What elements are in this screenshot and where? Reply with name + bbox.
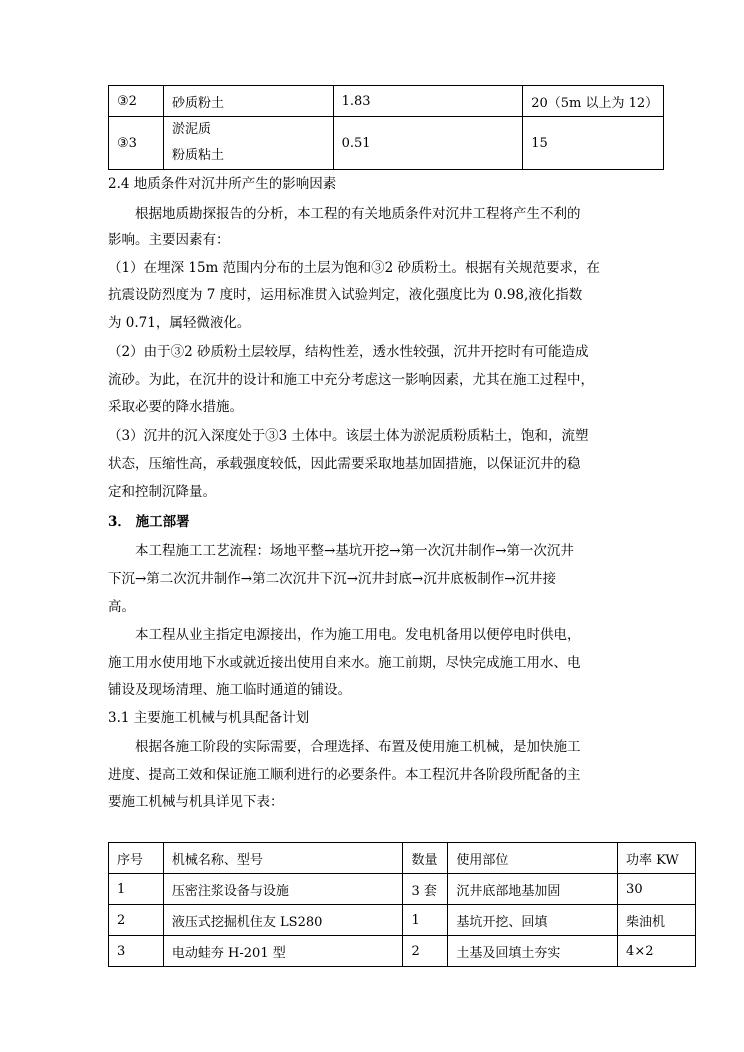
paragraph-line: 下沉→第二次沉井制作→第二次沉井下沉→沉井封底→沉井底板制作→沉井接: [108, 571, 557, 587]
table-cell: 基坑开挖、回填: [448, 905, 618, 936]
soil-id: ③2: [109, 86, 164, 117]
table-cell: 3: [109, 936, 164, 967]
table-row: [109, 117, 664, 170]
table-cell: 1: [109, 874, 164, 905]
soil-id: ③3: [109, 117, 164, 170]
paragraph-line: 铺设及现场清理、施工临时通道的铺设。: [108, 682, 351, 698]
paragraph-line: 进度、提高工效和保证施工顺利进行的必要条件。本工程沉井各阶段所配备的主: [108, 767, 581, 783]
table-cell: 柴油机: [618, 905, 696, 936]
soil-table: [108, 85, 664, 170]
section-heading: 3． 施工部署: [108, 514, 190, 530]
table-cell: 液压式挖掘机住友 LS280: [163, 905, 403, 936]
soil-value: 1.83: [333, 86, 523, 117]
section-heading: 2.4 地质条件对沉井所产生的影响因素: [108, 176, 337, 192]
soil-name-line: 淤泥质: [171, 122, 211, 137]
column-header: 功率 KW: [618, 843, 696, 874]
paragraph-line: 根据地质勘探报告的分析，本工程的有关地质条件对沉井工程将产生不利的: [135, 206, 581, 222]
column-header: 使用部位: [448, 843, 618, 874]
paragraph-line: 根据各施工阶段的实际需要，合理选择、布置及使用施工机械，是加快施工: [135, 739, 581, 755]
soil-note: 15: [523, 117, 664, 170]
paragraph-line: 抗震设防烈度为 7 度时，运用标准贯入试验判定，液化强度比为 0.98,液化指数: [108, 287, 583, 303]
soil-name: [163, 117, 333, 170]
paragraph-line: （2）由于③2 砂质粉土层较厚，结构性差，透水性较强，沉井开挖时有可能造成: [108, 344, 589, 360]
soil-note: 20（5m 以上为 12）: [523, 86, 664, 117]
table-cell: 2: [403, 936, 448, 967]
table-row: [109, 905, 696, 936]
table-cell: 30: [618, 874, 696, 905]
column-header: 机械名称、型号: [163, 843, 403, 874]
table-cell: 4×2: [618, 936, 696, 967]
soil-name: 砂质粉土: [163, 86, 333, 117]
paragraph-line: 状态，压缩性高，承载强度较低，因此需要采取地基加固措施，以保证沉井的稳: [108, 456, 581, 472]
paragraph-line: 为 0.71，属轻微液化。: [108, 315, 251, 331]
paragraph-line: （3）沉井的沉入深度处于③3 土体中。该层土体为淤泥质粉质粘土，饱和，流塑: [108, 428, 589, 444]
paragraph-line: 施工用水使用地下水或就近接出使用自来水。施工前期，尽快完成施工用水、电: [108, 655, 581, 671]
table-cell: 土基及回填土夯实: [448, 936, 618, 967]
table-row: [109, 86, 664, 117]
column-header: 序号: [109, 843, 164, 874]
column-header: 数量: [403, 843, 448, 874]
table-cell: 电动蛙夯 H-201 型: [163, 936, 403, 967]
table-row: [109, 874, 696, 905]
paragraph-line: 流砂。为此，在沉井的设计和施工中充分考虑这一影响因素，尤其在施工过程中，: [108, 372, 594, 388]
paragraph-line: 本工程施工工艺流程：场地平整→基坑开挖→第一次沉井制作→第一次沉井: [135, 543, 574, 559]
paragraph-line: 定和控制沉降量。: [108, 484, 216, 500]
table-cell: 1: [403, 905, 448, 936]
table-cell: 沉井底部地基加固: [448, 874, 618, 905]
table-cell: 压密注浆设备与设施: [163, 874, 403, 905]
soil-value: 0.51: [333, 117, 523, 170]
paragraph-line: 影响。主要因素有：: [108, 232, 230, 248]
paragraph-line: （1）在埋深 15m 范围内分布的土层为饱和③2 砂质粉土。根据有关规范要求，在: [108, 260, 601, 276]
table-header-row: [109, 843, 696, 874]
paragraph-line: 本工程从业主指定电源接出，作为施工用电。发电机备用以便停电时供电，: [135, 627, 581, 643]
table-cell: 2: [109, 905, 164, 936]
paragraph-line: 要施工机械与机具详见下表：: [108, 794, 284, 810]
table-cell: 3 套: [403, 874, 448, 905]
table-row: [109, 936, 696, 967]
paragraph-line: 高。: [108, 599, 135, 615]
soil-name-line: 粉质粘土: [171, 148, 224, 163]
paragraph-line: 采取必要的降水措施。: [108, 399, 243, 415]
equipment-table: [108, 842, 696, 967]
section-heading: 3.1 主要施工机械与机具配备计划: [108, 710, 310, 726]
